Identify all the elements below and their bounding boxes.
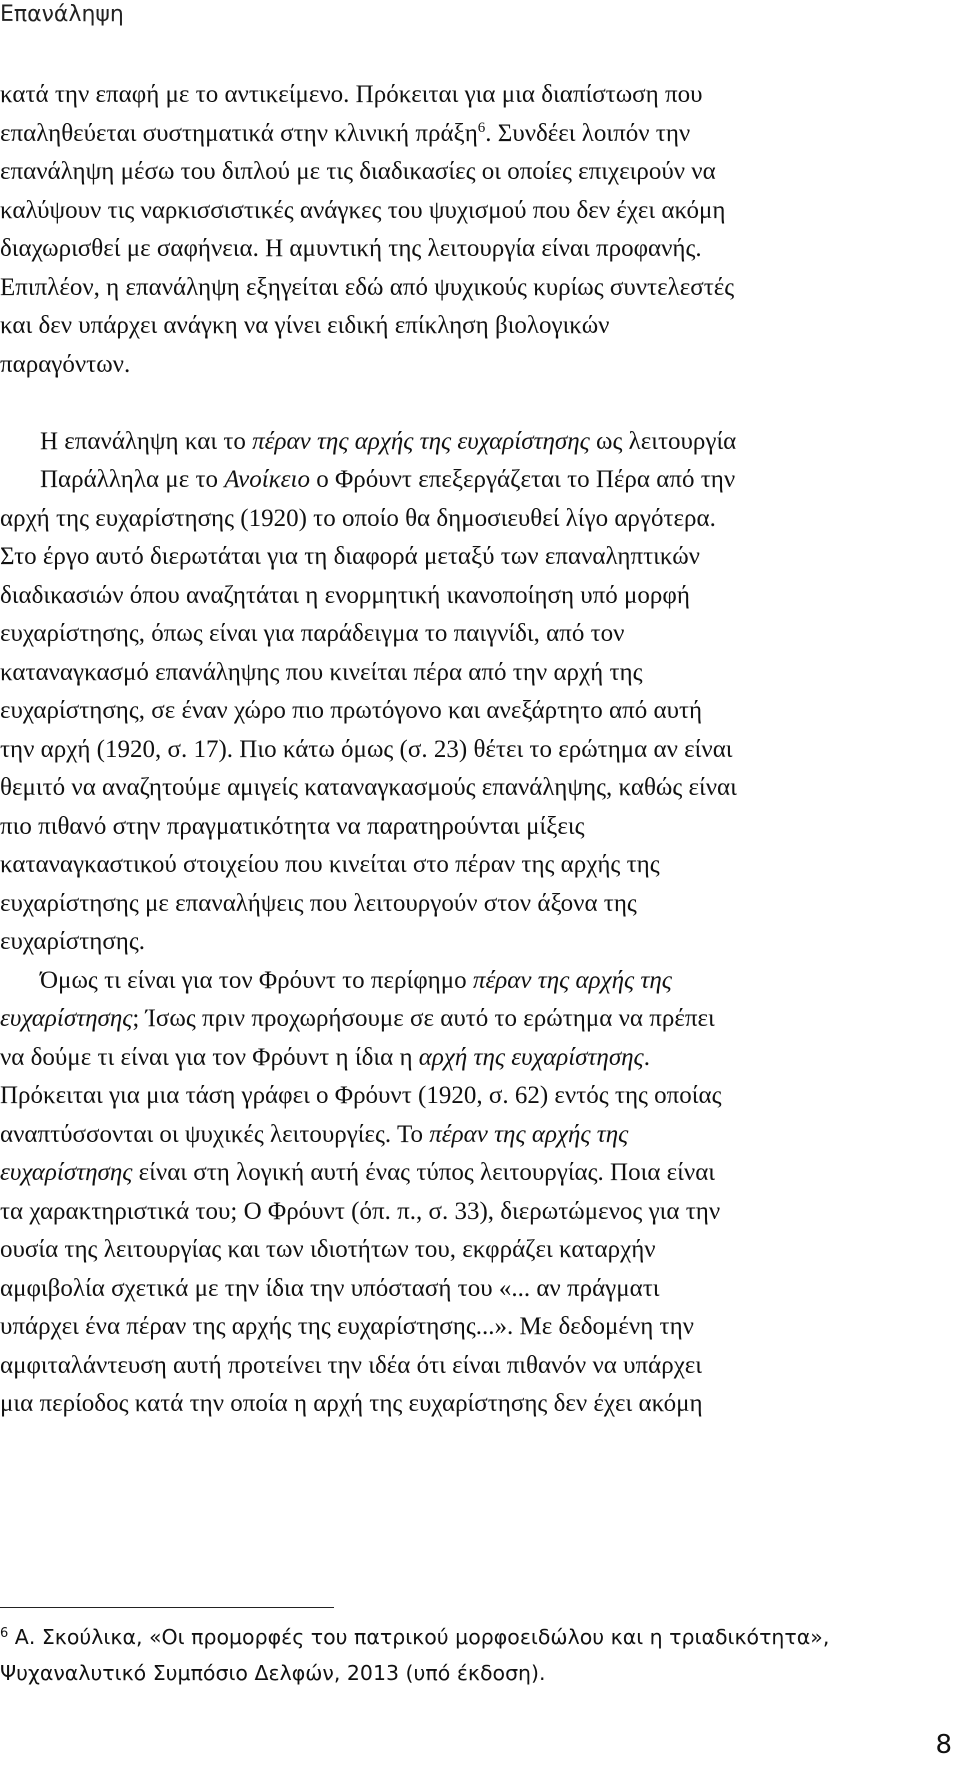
text-run: θεμιτό να αναζητούμε αμιγείς καταναγκασμούς επανάληψης, καθώς είναι bbox=[0, 774, 737, 801]
text-run: τα χαρακτηριστικά του; Ο Φρόυντ (όπ. π., σ. 33), διερωτώμενος για την bbox=[0, 1197, 721, 1225]
text-line bbox=[0, 692, 958, 731]
text-run: καταναγκαστικού στοιχείου που κινείται στο πέραν της αρχής της bbox=[0, 851, 660, 878]
text-run: Ψυχαναλυτικό Συμπόσιο Δελφών, 2013 (υπό έκδοση). bbox=[0, 1661, 546, 1685]
paragraph-gap bbox=[0, 384, 958, 423]
text-line bbox=[0, 1039, 958, 1078]
page-number: 8 bbox=[935, 1730, 952, 1760]
text-run: Πρόκειται για μια τάση γράφει ο Φρόυντ (1920, σ. 62) εντός της οποίας bbox=[0, 1082, 722, 1109]
footnote-separator bbox=[0, 1607, 334, 1608]
text-line bbox=[0, 538, 958, 577]
text-run: ως λειτουργία bbox=[589, 427, 737, 455]
text-run: Η επανάληψη και το bbox=[40, 427, 253, 455]
text-run: Παράλληλα με το bbox=[40, 466, 225, 493]
text-line bbox=[0, 1193, 958, 1232]
text-run: επανάληψη μέσω του διπλού με τις διαδικασίες οι οποίες επιχειρούν να bbox=[0, 158, 716, 185]
text-line bbox=[0, 846, 958, 885]
text-line bbox=[0, 269, 958, 308]
text-line bbox=[0, 923, 958, 962]
text-run: είναι στη λογική αυτή ένας τύπος λειτουργίας. Ποια είναι bbox=[132, 1159, 716, 1186]
italic-text: πέραν της αρχής της bbox=[429, 1120, 629, 1148]
text-run: διαδικασιών όπου αναζητάται η ενορμητική ικανοποίηση υπό μορφή bbox=[0, 581, 690, 609]
text-line bbox=[0, 615, 958, 654]
text-run: υπάρχει ένα πέραν της αρχής της ευχαρίστησης...». Με δεδομένη την bbox=[0, 1313, 694, 1340]
text-line bbox=[0, 731, 958, 770]
text-line bbox=[0, 1231, 958, 1270]
text-run: και δεν υπάρχει ανάγκη να γίνει ειδική επίκληση βιολογικών bbox=[0, 312, 610, 339]
italic-text: αρχή της ευχαρίστησης bbox=[418, 1043, 644, 1071]
body-text bbox=[0, 76, 958, 1424]
text-run: ευχαρίστησης με επαναλήψεις που λειτουργούν στον άξονα της bbox=[0, 889, 637, 917]
text-line bbox=[0, 1347, 958, 1386]
text-run: αμφιβολία σχετικά με την ίδια την υπόστασή του «... αν πράγματι bbox=[0, 1274, 660, 1302]
text-run: καλύψουν τις ναρκισσιστικές ανάγκες του ψυχισμού που δεν έχει ακόμη bbox=[0, 196, 726, 224]
text-line bbox=[0, 461, 958, 500]
text-run: αρχή της ευχαρίστησης (1920) το οποίο θα δημοσιευθεί λίγο αργότερα. bbox=[0, 504, 716, 532]
text-run: ; Ίσως πριν προχωρήσουμε σε αυτό το ερώτημα να πρέπει bbox=[132, 1005, 715, 1032]
text-line bbox=[0, 1270, 958, 1309]
text-run: ευχαρίστησης, σε έναν χώρο πιο πρωτόγονο και ανεξάρτητο από αυτή bbox=[0, 697, 703, 724]
text-run: . Συνδέει λοιπόν την bbox=[485, 119, 691, 147]
text-line bbox=[0, 1385, 958, 1424]
text-run: Όμως τι είναι για τον Φρόυντ το περίφημο bbox=[40, 966, 473, 994]
footnote bbox=[0, 1619, 960, 1691]
text-line bbox=[0, 192, 958, 231]
text-line bbox=[0, 885, 958, 924]
text-line bbox=[0, 962, 958, 1001]
text-run: Α. Σκούλικα, «Οι προμορφές του πατρικού μορφοειδώλου και η τριαδικότητα», bbox=[8, 1625, 830, 1649]
text-run: επαληθεύεται συστηματικά στην κλινική πράξη bbox=[0, 119, 478, 147]
text-run: ευχαρίστησης. bbox=[0, 928, 146, 955]
italic-text: πέραν της αρχής της bbox=[472, 966, 672, 994]
text-line bbox=[0, 769, 958, 808]
text-run: Στο έργο αυτό διερωτάται για τη διαφορά μεταξύ των επαναληπτικών bbox=[0, 543, 700, 570]
text-line bbox=[0, 1154, 958, 1193]
text-run: να δούμε τι είναι για τον Φρόυντ η ίδια η bbox=[0, 1043, 419, 1071]
running-header: Επανάληψη bbox=[0, 2, 124, 27]
text-line bbox=[0, 577, 958, 616]
text-line bbox=[0, 1000, 958, 1039]
text-line bbox=[0, 230, 958, 269]
footnote-line bbox=[0, 1655, 960, 1691]
text-run: παραγόντων. bbox=[0, 350, 131, 378]
text-line bbox=[0, 346, 958, 385]
text-run: ο Φρόυντ επεξεργάζεται το Πέρα από την bbox=[309, 466, 736, 493]
footnote-marker: 6 bbox=[0, 1626, 9, 1641]
text-run: την αρχή (1920, σ. 17). Πιο κάτω όμως (σ. 23) θέτει το ερώτημα αν είναι bbox=[0, 735, 733, 763]
italic-text: ευχαρίστησης bbox=[0, 1159, 133, 1186]
text-run: ευχαρίστησης, όπως είναι για παράδειγμα το παιγνίδι, από τον bbox=[0, 620, 625, 647]
text-line bbox=[0, 1077, 958, 1116]
text-line bbox=[0, 500, 958, 539]
text-line bbox=[0, 307, 958, 346]
footnote-marker: 6 bbox=[477, 119, 486, 136]
italic-text: Ανοίκειο bbox=[224, 466, 310, 493]
text-line bbox=[0, 808, 958, 847]
text-run: πιο πιθανό στην πραγματικότητα να παρατηρούνται μίξεις bbox=[0, 812, 585, 840]
italic-text: ευχαρίστησης bbox=[0, 1005, 133, 1032]
text-run: ουσία της λειτουργίας και των ιδιοτήτων του, εκφράζει καταρχήν bbox=[0, 1236, 656, 1263]
text-run: αναπτύσσονται οι ψυχικές λειτουργίες. Το bbox=[0, 1120, 430, 1148]
text-line bbox=[0, 76, 958, 115]
text-line bbox=[0, 423, 958, 462]
text-line bbox=[0, 1116, 958, 1155]
footnote-line bbox=[0, 1619, 960, 1655]
text-line bbox=[0, 1308, 958, 1347]
text-run: κατά την επαφή με το αντικείμενο. Πρόκειται για μια διαπίστωση που bbox=[0, 81, 703, 108]
text-run: διαχωρισθεί με σαφήνεια. Η αμυντική της λειτουργία είναι προφανής. bbox=[0, 235, 702, 262]
text-run: Επιπλέον, η επανάληψη εξηγείται εδώ από ψυχικούς κυρίως συντελεστές bbox=[0, 273, 735, 301]
italic-text: πέραν της αρχής της ευχαρίστησης bbox=[252, 427, 590, 455]
text-line bbox=[0, 654, 958, 693]
text-run: μια περίοδος κατά την οποία η αρχή της ευχαρίστησης δεν έχει ακόμη bbox=[0, 1390, 703, 1417]
text-line bbox=[0, 115, 958, 154]
text-run: καταναγκασμό επανάληψης που κινείται πέρα από την αρχή της bbox=[0, 658, 643, 686]
text-run: αμφιταλάντευση αυτή προτείνει την ιδέα ότι είναι πιθανόν να υπάρχει bbox=[0, 1351, 703, 1379]
text-line bbox=[0, 153, 958, 192]
text-run: . bbox=[643, 1043, 650, 1071]
